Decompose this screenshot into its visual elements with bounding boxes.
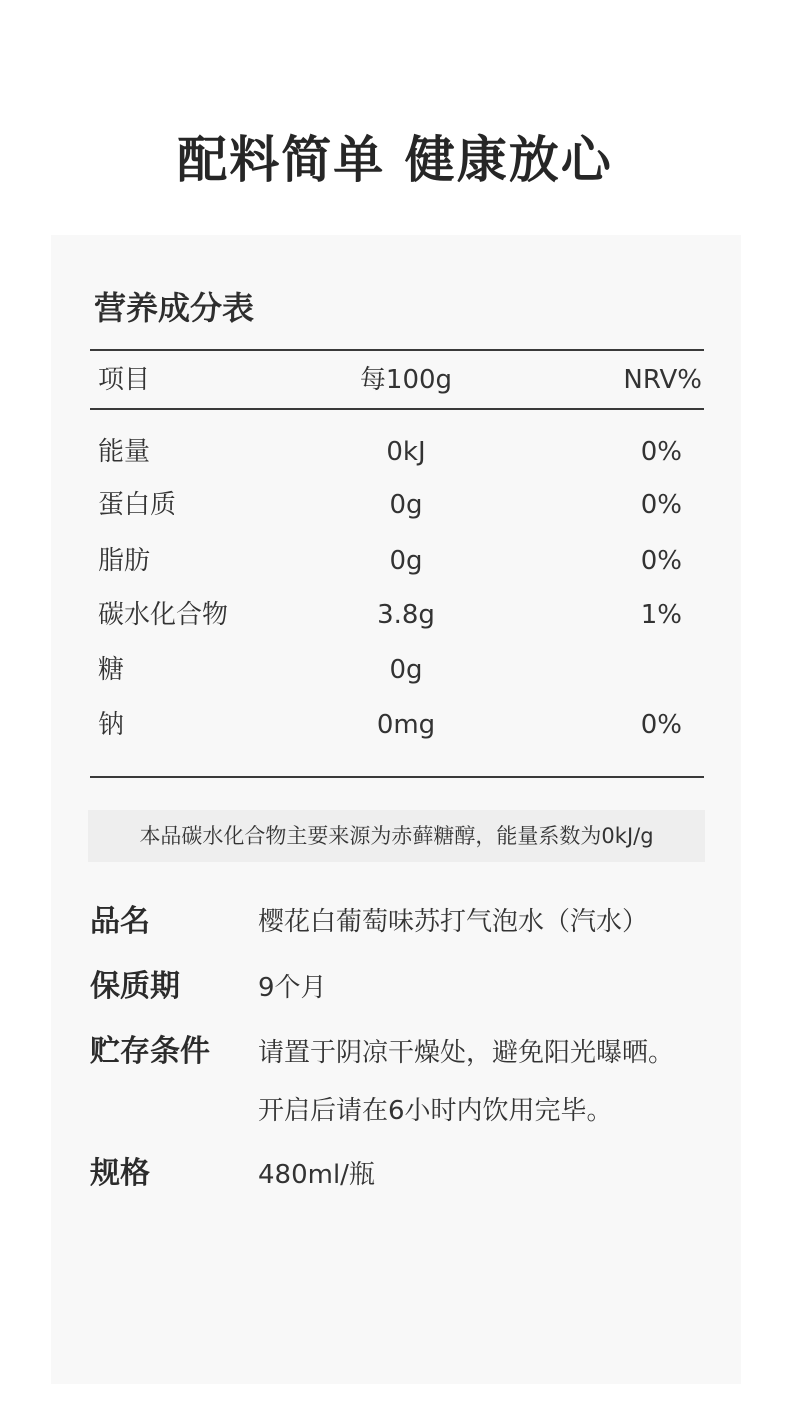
header-per-100g: 每100g — [359, 365, 453, 395]
row-item: 能量 — [98, 437, 151, 467]
row-nrv: 0% — [640, 546, 682, 576]
header-nrv: NRV% — [623, 365, 702, 395]
row-item: 蛋白质 — [98, 490, 177, 520]
header-item: 项目 — [98, 365, 151, 395]
storage-value-line-2: 开启后请在6小时内饮用完毕。 — [258, 1096, 613, 1126]
row-nrv: 0% — [640, 710, 682, 740]
row-item: 碳水化合物 — [98, 600, 229, 630]
table-bottom-rule — [90, 776, 704, 778]
row-nrv: 0% — [640, 490, 682, 520]
product-name-value: 樱花白葡萄味苏打气泡水（汽水） — [258, 907, 649, 937]
product-name-label: 品名 — [90, 904, 150, 939]
row-item: 钠 — [98, 710, 125, 740]
spec-label: 规格 — [90, 1156, 150, 1191]
table-header-rule — [90, 408, 704, 410]
row-value: 3.8g — [377, 600, 435, 630]
page-headline: 配料简单 健康放心 — [177, 131, 613, 189]
carbohydrate-note: 本品碳水化合物主要来源为赤藓糖醇，能量系数为0kJ/g — [88, 810, 705, 862]
row-value: 0g — [389, 655, 423, 685]
row-value: 0mg — [376, 710, 436, 740]
row-item: 糖 — [98, 655, 125, 685]
row-value: 0kJ — [386, 437, 426, 467]
row-value: 0g — [389, 490, 423, 520]
row-nrv: 1% — [640, 600, 682, 630]
storage-label: 贮存条件 — [90, 1034, 210, 1069]
shelf-life-label: 保质期 — [90, 969, 180, 1004]
row-item: 脂肪 — [98, 546, 151, 576]
shelf-life-value: 9个月 — [258, 973, 327, 1003]
row-nrv: 0% — [640, 437, 682, 467]
storage-value-line-1: 请置于阴凉干燥处，避免阳光曝晒。 — [258, 1038, 675, 1068]
nutrition-table-title: 营养成分表 — [94, 289, 255, 327]
row-value: 0g — [389, 546, 423, 576]
table-top-rule — [90, 349, 704, 351]
spec-value: 480ml/瓶 — [258, 1160, 375, 1190]
